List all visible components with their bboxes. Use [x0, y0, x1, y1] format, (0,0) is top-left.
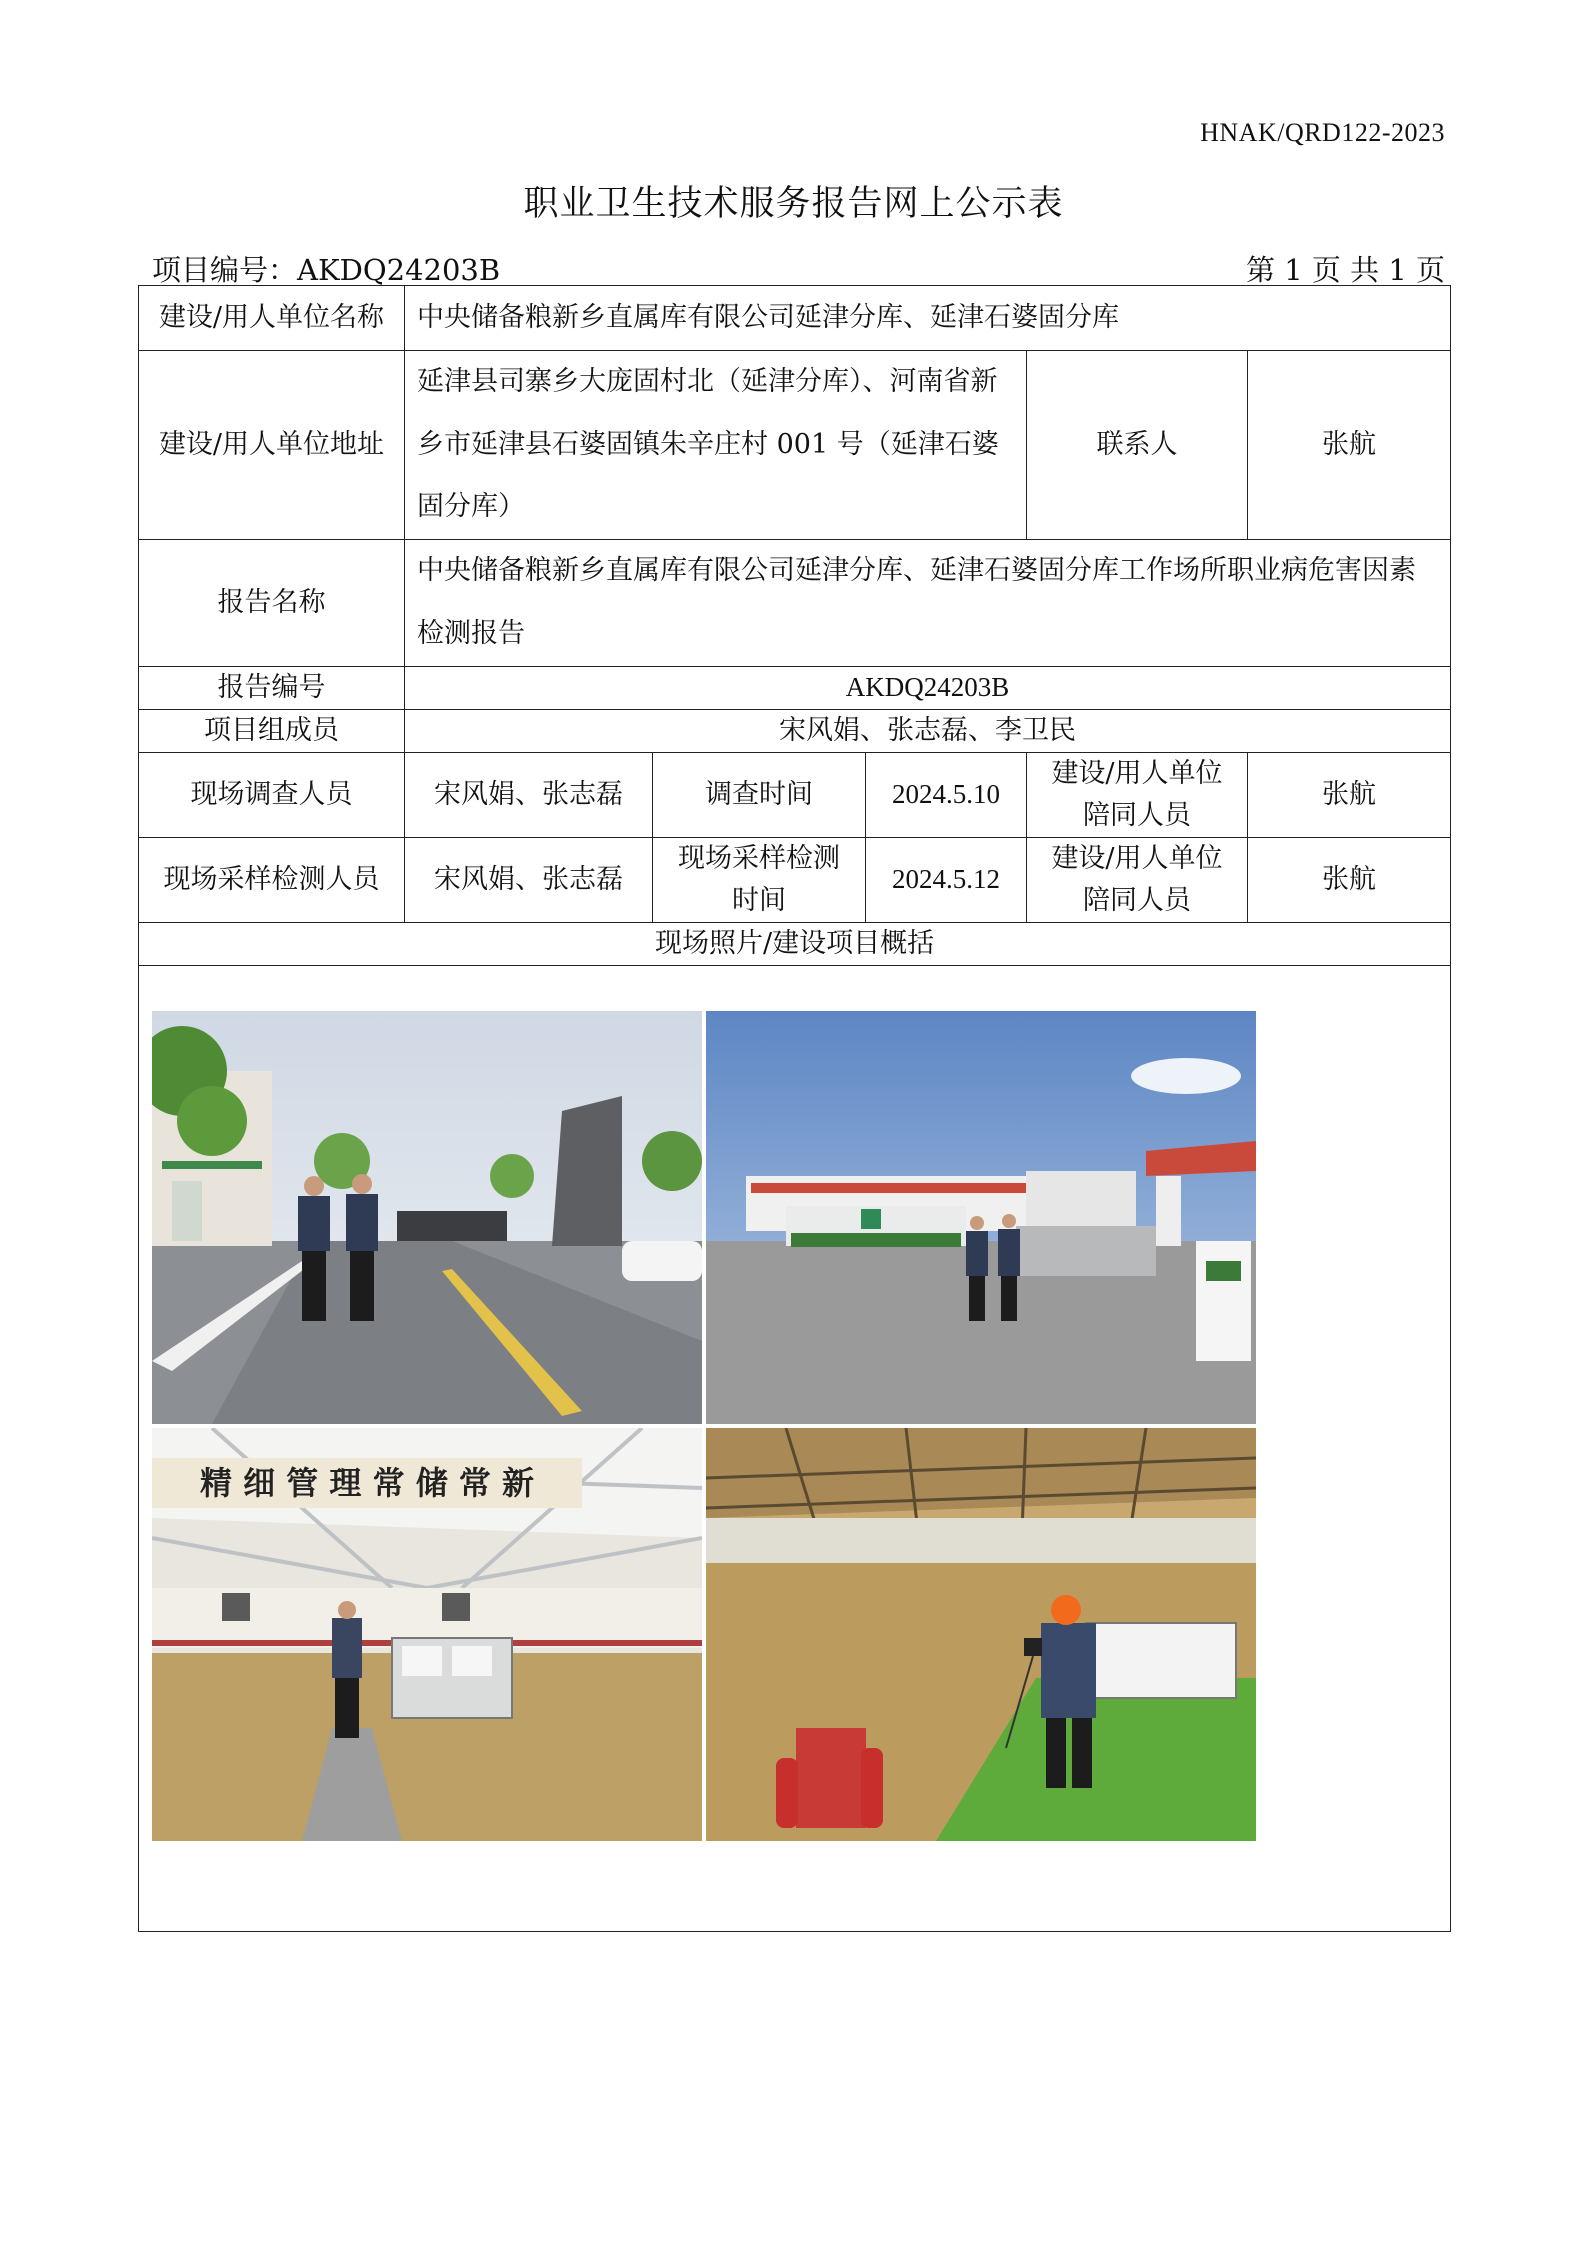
photo-grid	[152, 1011, 1256, 1841]
survey-staff-value: 宋风娟、张志磊	[405, 753, 653, 838]
table-row	[139, 923, 1451, 966]
photos-label: 现场照片/建设项目概括	[139, 923, 1451, 966]
sampling-staff-value: 宋风娟、张志磊	[405, 838, 653, 923]
sampling-staff-label: 现场采样检测人员	[139, 838, 405, 923]
project-number: 项目编号：AKDQ24203B	[152, 253, 501, 287]
accompany-value-1: 张航	[1248, 753, 1451, 838]
table-row	[139, 966, 1451, 1932]
report-no-label: 报告编号	[139, 667, 405, 710]
members-label: 项目组成员	[139, 710, 405, 753]
address-value: 延津县司寨乡大庞固村北（延津分库）、河南省新乡市延津县石婆固镇朱辛庄村 001 号（延津石婆固分库）	[405, 351, 1027, 540]
document-code: HNAK/QRD122-2023	[1200, 118, 1445, 147]
site-photo-granary-interior	[706, 1428, 1256, 1841]
survey-staff-label: 现场调查人员	[139, 753, 405, 838]
site-photo-gate	[706, 1011, 1256, 1424]
page-info: 第 1 页 共 1 页	[1246, 253, 1445, 287]
site-photo-granary-banner	[152, 1428, 702, 1841]
table-row	[139, 753, 1451, 838]
report-name-label: 报告名称	[139, 540, 405, 667]
page-title: 职业卫生技术服务报告网上公示表	[523, 184, 1064, 224]
contact-value: 张航	[1248, 351, 1451, 540]
site-photo-road	[152, 1011, 702, 1424]
unit-name-label: 建设/用人单位名称	[139, 286, 405, 351]
accompany-value-2: 张航	[1248, 838, 1451, 923]
accompany-label-1: 建设/用人单位陪同人员	[1027, 753, 1248, 838]
survey-time-label: 调查时间	[653, 753, 866, 838]
accompany-label-2: 建设/用人单位陪同人员	[1027, 838, 1248, 923]
table-row	[139, 540, 1451, 667]
report-no-value: AKDQ24203B	[405, 667, 1451, 710]
table-row	[139, 710, 1451, 753]
contact-label: 联系人	[1027, 351, 1248, 540]
members-value: 宋风娟、张志磊、李卫民	[405, 710, 1451, 753]
unit-name-value: 中央储备粮新乡直属库有限公司延津分库、延津石婆固分库	[405, 286, 1451, 351]
sampling-time-value: 2024.5.12	[866, 838, 1027, 923]
table-row	[139, 286, 1451, 351]
table-row	[139, 351, 1451, 540]
table-row	[139, 667, 1451, 710]
table-row	[139, 838, 1451, 923]
address-label: 建设/用人单位地址	[139, 351, 405, 540]
disclosure-table	[138, 285, 1451, 1932]
granary-banner-text: 精 细 管 理 常 储 常 新	[200, 1464, 534, 1502]
sampling-time-label: 现场采样检测时间	[653, 838, 866, 923]
report-name-value: 中央储备粮新乡直属库有限公司延津分库、延津石婆固分库工作场所职业病危害因素检测报告	[405, 540, 1451, 667]
survey-time-value: 2024.5.10	[866, 753, 1027, 838]
photos-cell	[139, 966, 1451, 1932]
